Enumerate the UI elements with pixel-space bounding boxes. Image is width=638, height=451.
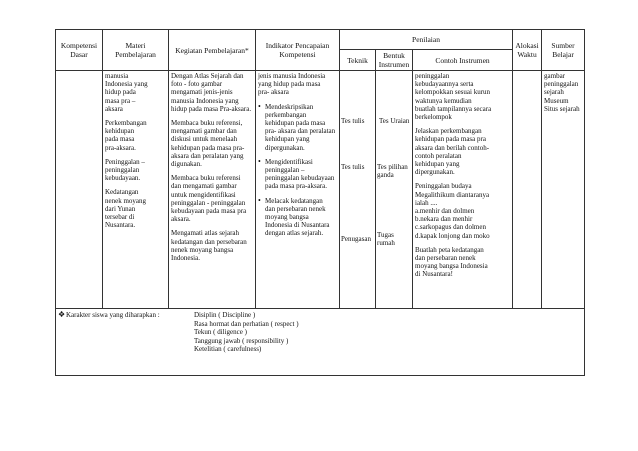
contoh-line: ialah .... [415, 198, 438, 207]
header-kompetensi-dasar: Kompetensi Dasar [56, 30, 103, 71]
kegiatan-line: Membaca buku referensi [171, 174, 241, 183]
header-alokasi: Alokasi Waktu [513, 30, 542, 71]
syllabus-table [55, 29, 585, 376]
materi-line: masa pra – [105, 96, 136, 105]
materi-line: peninggalan [105, 166, 140, 175]
bentuk-cell [376, 71, 413, 309]
indikator-bullet-line: perkembangan [265, 110, 307, 119]
sumber-line: Situs sejarah [544, 104, 580, 113]
indikator-bullet-line: Indonesia di Nusantara [265, 221, 330, 230]
bentuk-item: Tugas rumah [377, 231, 395, 248]
materi-line: Perkembangan [105, 119, 147, 128]
contoh-line: kebudayaannya serta [415, 80, 474, 89]
kegiatan-line: dan mengamati gambar [171, 182, 237, 191]
materi-line: tersebar di [105, 213, 135, 222]
contoh-line: Megalithikum diantaranya [415, 190, 490, 199]
indikator-bullet-line: • Mengidentifikasi [265, 157, 313, 166]
kegiatan-line: manusia Indonesia yang [171, 96, 239, 105]
contoh-line: berkelompok [415, 113, 452, 122]
header-contoh: Contoh Instrumen [413, 50, 513, 71]
materi-line: dari Yunan [105, 204, 136, 213]
kegiatan-line: kehidupan pada masa pra- [171, 143, 245, 152]
contoh-line: a.menhir dan dolmen [415, 207, 475, 216]
materi-lines [105, 72, 166, 229]
materi-line: kehidupan [105, 127, 135, 136]
kegiatan-line: diskusi untuk menelaah [171, 135, 238, 144]
contoh-line: b.nekara dan menhir [415, 215, 473, 224]
indikator-bullet-line: dengan atlas sejarah. [265, 229, 324, 238]
sumber-line: sejarah [544, 88, 564, 97]
indikator-bullets [258, 103, 337, 238]
materi-line: hidup pada [105, 88, 136, 97]
indikator-line: jenis manusia Indonesia [258, 72, 326, 80]
bentuk-item: Tes Uraian [379, 117, 410, 125]
materi-cell [103, 71, 169, 309]
contoh-lines [415, 72, 510, 279]
kegiatan-line: nenek moyang bangsa [171, 245, 234, 254]
contoh-line: c.sarkopagus dan dolmen [415, 223, 486, 232]
contoh-line: peninggalan [415, 72, 450, 80]
header-sumber: Sumber Belajar [542, 30, 585, 71]
contoh-line: Jelaskan perkembangan [415, 127, 482, 136]
kegiatan-line: aksara. [171, 215, 191, 224]
contoh-line: buatlah tampilannya secara [415, 104, 492, 113]
contoh-line: d.kapak lonjong dan moko [415, 231, 490, 240]
contoh-line: dan persebaran nenek [415, 254, 476, 263]
header-row-1 [56, 30, 585, 50]
karakter-item: Ketelitian ( carefulness) [194, 345, 262, 354]
karakter-item: Rasa hormat dan perhatian ( respect ) [194, 319, 299, 328]
karakter-list [194, 311, 299, 354]
karakter-cell [56, 309, 585, 376]
indikator-bullet-line: peninggalan – [265, 166, 305, 175]
karakter-row [56, 309, 585, 376]
contoh-line: kehidupan pada masa pra [415, 135, 486, 144]
materi-line: Indonesia yang [105, 80, 148, 89]
kegiatan-line: aksara dan peralatan yang [171, 151, 244, 160]
kegiatan-line: untuk mengidentifikasi [171, 190, 236, 199]
kegiatan-line: mengamati jenis-jenis [171, 88, 233, 97]
indikator-line: pra- aksara [258, 88, 289, 97]
contoh-line: Peninggalan budaya [415, 182, 472, 191]
content-row [56, 71, 585, 309]
materi-line: Nusantara. [105, 221, 136, 230]
indikator-bullet-line: peninggalan kebudayaan [265, 174, 335, 183]
indikator-bullet-line: • Mendeskripsikan [265, 102, 314, 111]
karakter-item: Tanggung jawab ( responsibility ) [194, 336, 289, 345]
kegiatan-line: Indonesia. [171, 254, 200, 263]
contoh-line: aksara dan berilah contoh- [415, 143, 490, 152]
indikator-bullet-line: dipergunakan. [265, 143, 305, 152]
contoh-line: kelompokkan sesuai kurun [415, 88, 491, 97]
indikator-bullet-line: pada masa pra-aksara. [265, 182, 327, 191]
kegiatan-line: Dengan Atlas Sejarah dan [171, 72, 244, 80]
materi-line: aksara [105, 104, 123, 113]
teknik-item: Penugasan [341, 235, 371, 243]
kegiatan-lines [171, 72, 253, 262]
karakter-item: Tekun ( diligence ) [194, 328, 247, 337]
kegiatan-line: Membaca buku referensi, [171, 119, 243, 128]
contoh-cell [413, 71, 513, 309]
materi-line: kebudayaan. [105, 174, 141, 183]
indikator-bullet-item [258, 197, 337, 238]
contoh-line: di Nusantara! [415, 270, 453, 279]
indikator-bullet-line: kehidupan yang [265, 135, 310, 144]
teknik-item: Tes tulis [341, 117, 365, 125]
contoh-line: waktunya kemudian [415, 96, 472, 105]
header-kegiatan: Kegiatan Pembelajaran* [169, 30, 256, 71]
materi-line: Kedatangan [105, 188, 139, 197]
bentuk-item: Tes pilihan ganda [377, 163, 408, 180]
sumber-line: Museum [544, 96, 569, 105]
karakter-label-text: Karakter siswa yang diharapkan : [66, 311, 160, 319]
materi-line: manusia [105, 72, 129, 80]
header-indikator: Indikator Pencapaian Kompetensi [256, 30, 340, 71]
contoh-line: kehidupan yang [415, 160, 460, 169]
sumber-line: peninggalan [544, 80, 579, 89]
indikator-cell [256, 71, 340, 309]
kompetensi-dasar-cell [56, 71, 103, 309]
teknik-cell [340, 71, 376, 309]
materi-line: pada masa [105, 135, 135, 144]
contoh-line: dipergunakan. [415, 168, 455, 177]
contoh-line: moyang bangsa Indonesia [415, 262, 488, 271]
karakter-item: Disiplin ( Discipline ) [194, 311, 256, 319]
indikator-bullet-line: moyang bangsa [265, 213, 309, 222]
kegiatan-line: Mengamati atlas sejarah [171, 229, 240, 238]
indikator-bullet-line: kehidupan pada masa [265, 119, 326, 128]
teknik-item: Tes tulis [341, 163, 365, 171]
kegiatan-line: peninggalan - peninggalan [171, 198, 246, 207]
header-materi: Materi Pembelajaran [103, 30, 169, 71]
indikator-intro [258, 72, 337, 97]
alokasi-cell [513, 71, 542, 309]
materi-line: pra-aksara. [105, 143, 136, 152]
karakter-label [58, 311, 160, 320]
kegiatan-line: kebudayaan pada masa pra [171, 207, 247, 216]
header-bentuk: Bentuk Instrumen [376, 50, 413, 71]
header-penilaian: Penilaian [340, 30, 513, 50]
kegiatan-line: foto - foto gambar [171, 80, 223, 89]
materi-line: nenek moyang [105, 196, 147, 205]
kegiatan-line: digunakan. [171, 160, 202, 169]
contoh-line: Buatlah peta kedatangan [415, 245, 484, 254]
indikator-bullet-item [258, 158, 337, 191]
diamond-bullet-icon: ❖ [58, 310, 66, 319]
sumber-cell [542, 71, 585, 309]
materi-line: Peninggalan – [105, 157, 145, 166]
indikator-bullet-line: • Melacak kedatangan [265, 196, 323, 205]
kegiatan-line: hidup pada masa Pra-aksara. [171, 104, 252, 113]
kegiatan-line: mengamati gambar dan [171, 127, 237, 136]
indikator-bullet-line: pra- aksara dan peralatan [265, 127, 336, 136]
kegiatan-cell [169, 71, 256, 309]
sumber-line: gambar [544, 72, 566, 80]
header-teknik: Teknik [340, 50, 376, 71]
indikator-bullet-item [258, 103, 337, 152]
contoh-line: contoh peralatan [415, 151, 462, 160]
indikator-bullet-line: dan persebaran nenek [265, 204, 326, 213]
indikator-line: yang hidup pada masa [258, 80, 321, 89]
kegiatan-line: kedatangan dan persebaran [171, 237, 247, 246]
sumber-lines [544, 72, 582, 113]
